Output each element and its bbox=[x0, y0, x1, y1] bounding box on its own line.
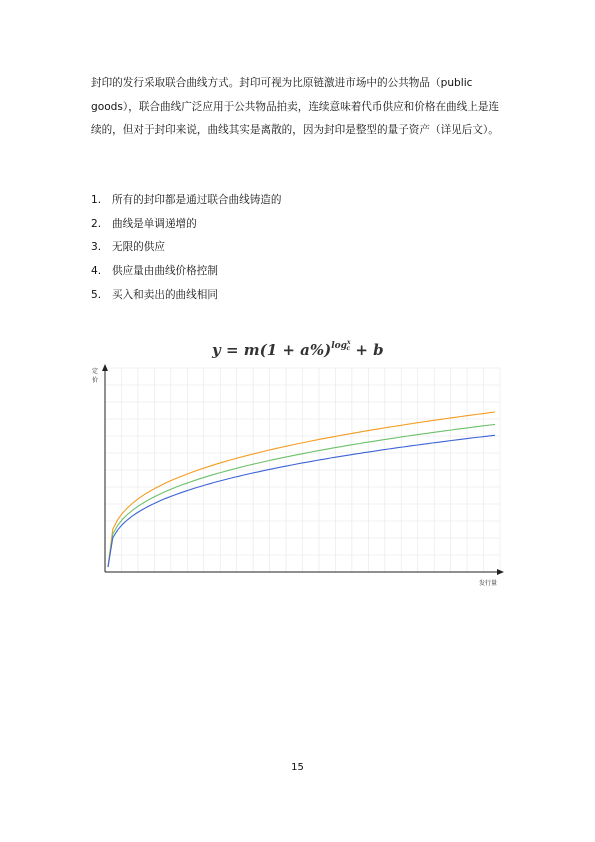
series-line-1 bbox=[108, 412, 495, 567]
y-axis-label-2: 价 bbox=[92, 377, 99, 384]
x-axis-label: 发行量 bbox=[479, 580, 498, 587]
list-item: 2. 曲线是单调递增的 bbox=[91, 217, 197, 230]
list-item: 4. 供应量由曲线价格控制 bbox=[91, 265, 218, 278]
chart-series bbox=[108, 412, 495, 567]
feature-list bbox=[91, 189, 509, 307]
svg-text:y = m(1 + a%)logxc + b: $y = m(1 + a\%)^{logx}$ c + b bbox=[212, 339, 384, 359]
list-item: 3. 无限的供应 bbox=[91, 241, 165, 254]
y-axis-arrow-icon bbox=[102, 364, 108, 371]
series-line-3 bbox=[108, 435, 495, 567]
x-axis-arrow-icon bbox=[497, 569, 504, 575]
bonding-curve-chart bbox=[90, 362, 510, 592]
page-number: 15 bbox=[291, 762, 304, 773]
bonding-curve-formula bbox=[210, 336, 400, 360]
list-item: 5. 买入和卖出的曲线相同 bbox=[91, 288, 218, 301]
y-axis-label-1: 定 bbox=[92, 368, 99, 375]
chart-grid bbox=[105, 368, 500, 572]
series-line-2 bbox=[108, 424, 495, 567]
intro-paragraph: 封印的发行采取联合曲线方式。封印可视为比原链激进市场中的公共物品（public goods），联合曲线广泛应用于公共物品拍卖，连续意味着代币供应和价格在曲线上是连续的，但对于封印来说，曲线其实是离散的，因为封印是整型的量子资产（详见后文）。 bbox=[91, 77, 500, 136]
list-item: 1. 所有的封印都是通过联合曲线铸造的 bbox=[91, 194, 282, 206]
